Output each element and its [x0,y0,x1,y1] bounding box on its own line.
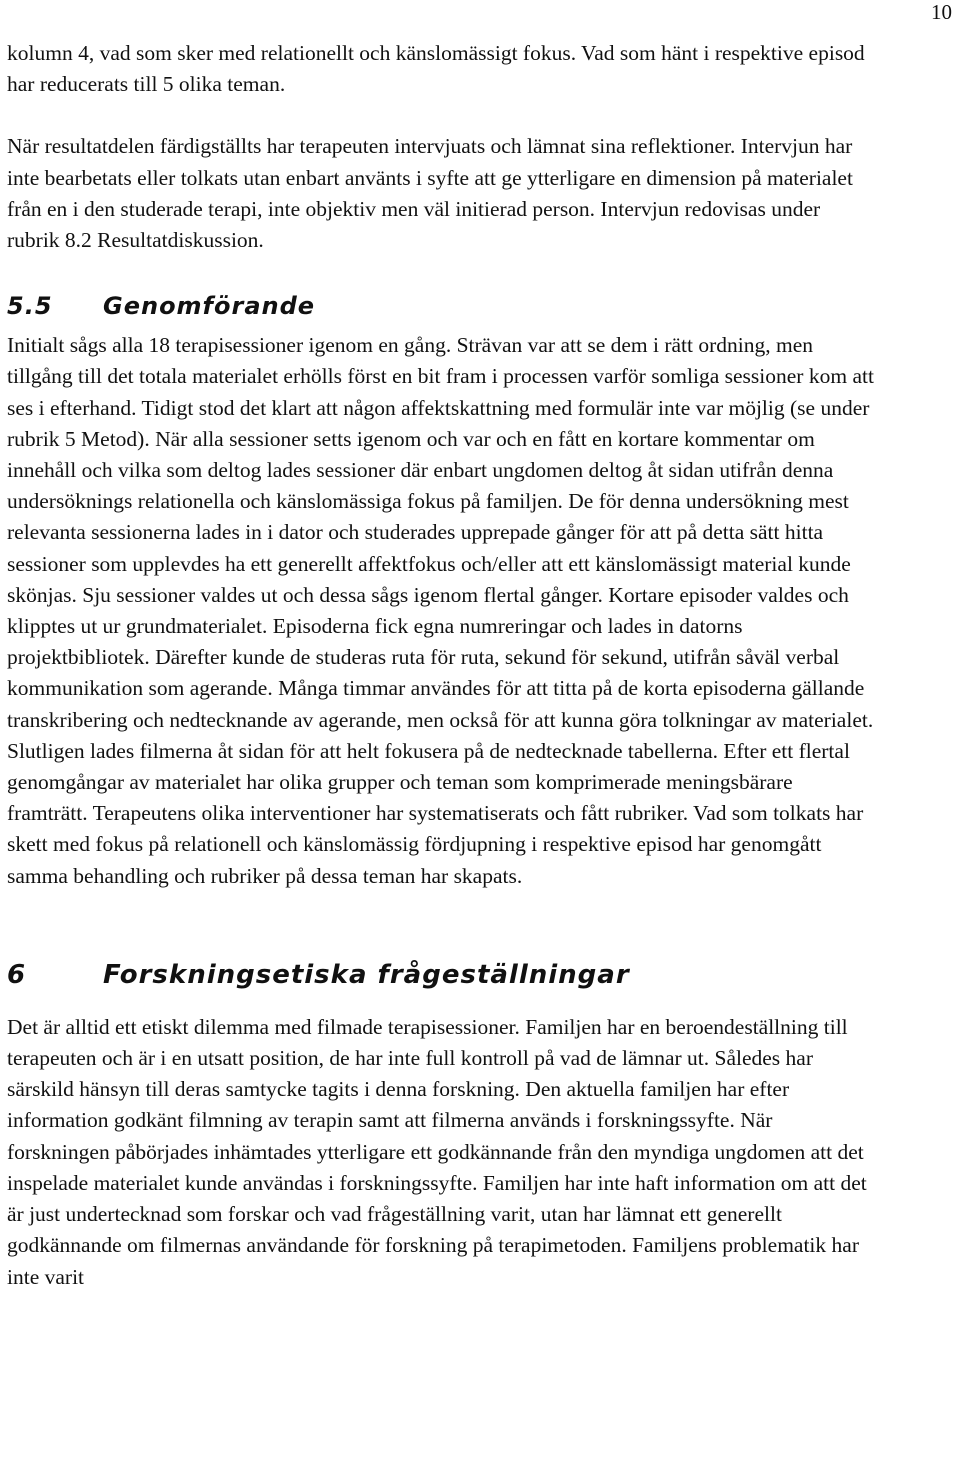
section-5-5-body: Initialt sågs alla 18 terapisessioner igenom en gång. Strävan var att se dem i rätt ordning, men tillgång till det totala materialet erhölls först en bit fram i processen varför somliga sessioner kom att ses i efterhand. Tidigt stod det klart att någon affektskattning med formulär inte var möjlig (se under rubrik 5 Metod). När alla sessioner setts igenom och var och en fått en kortare kommentar om innehåll och vilka som deltog lades sessioner där enbart ungdomen deltog åt sidan utifrån denna undersöknings relationella och känslomässiga fokus på familjen. De för denna undersökning mest relevanta sessionerna lades in i dator och studerades upprepade gånger för att på detta sätt hitta sessioner som upplevdes ha ett generellt affektfokus och/eller att ett känslomässigt material kunde skönjas. Sju sessioner valdes ut och dessa sågs igenom flertal gånger. Kortare episoder valdes och klipptes ut ur grundmaterialet. Episoderna fick egna numreringar och lades in datorns projektbibliotek. Därefter kunde de studeras ruta för ruta, sekund för sekund, utifrån såväl verbal kommunikation som agerande. Många timmar användes för att titta på de korta episoderna gällande transkribering och nedtecknande av agerande, men också för att kunna göra tolkningar av materialet. Slutligen lades filmerna åt sidan för att helt fokusera på de nedtecknade tabellerna. Efter ett flertal genomgångar av materialet har olika grupper och teman som komprimerade meningsbärare framträtt. Terapeutens olika interventioner har systematiserats och fått rubriker. Vad som tolkats har skett med fokus på relationell och känslomässig fördjupning i respektive episod har genomgått samma behandling och rubriker på dessa teman har skapats. [7,333,874,888]
section-title: Genomförande [103,292,316,321]
chapter-heading-6 [7,944,875,1006]
document-body [7,38,875,1293]
section-heading-5-5 [7,284,875,328]
intro-paragraph-2: När resultatdelen färdigställts har terapeuten intervjuats och lämnat sina reflektioner. Intervjun har inte bearbetats eller tolkats utan enbart använts i syfte att ge ytterligare en dimension på materialet från en i den studerade terapi, inte objektiv men väl initierad person. Intervjun redovisas under rubrik 8.2 Resultatdiskussion. [7,134,853,253]
page-number: 10 [931,0,952,24]
chapter-number: 6 [7,959,27,990]
intro-paragraph-1: kolumn 4, vad som sker med relationellt och känslomässigt fokus. Vad som hänt i respektive episod har reducerats till 5 olika teman. [7,41,865,97]
section-number: 5.5 [7,292,53,321]
chapter-title: Forskningsetiska frågeställningar [103,959,630,990]
chapter-6-body: Det är alltid ett etiskt dilemma med filmade terapisessioner. Familjen har en beroendeställning till terapeuten och är i en utsatt position, de har inte full kontroll på vad de lämnar ut. Således har särskild hänsyn till deras samtycke tagits i denna forskning. Den aktuella familjen har efter information godkänt filmning av terapin samt att filmerna används i forskningssyfte. När forskningen påbörjades inhämtades ytterligare ett godkännande från den myndiga ungdomen att det inspelade materialet kunde användas i forskningssyfte. Familjen har inte haft information om att det är just undertecknad som forskar och vad frågeställning varit, utan har lämnat ett generellt godkännande om filmernas användande för forskning på terapimetoden. Familjens problematik har inte varit [7,1014,867,1289]
